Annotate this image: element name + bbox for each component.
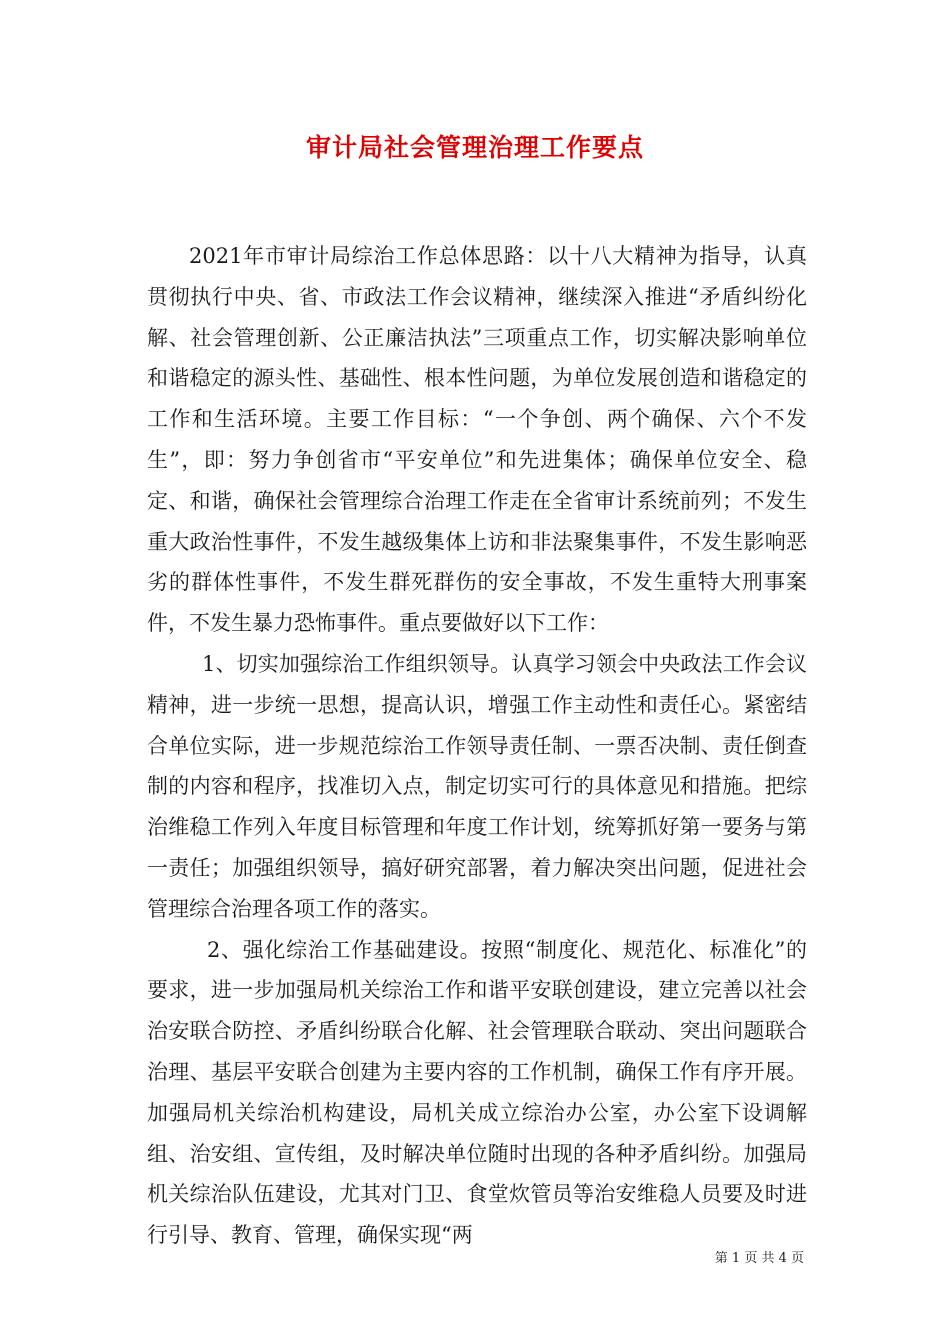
page-title: 审计局社会管理治理工作要点: [305, 133, 644, 162]
document-body: [147, 236, 807, 1256]
paragraph-item-1-text: 1、切实加强综治工作组织领导。认真学习领会中央政法工作会议精神，进一步统一思想，提高认识，增强工作主动性和责任心。紧密结合单位实际，进一步规范综治工作领导责任制、一票否决制、责任倒查制的内容和程序，找准切入点，制定切实可行的具体意见和措施。把综治维稳工作列入年度目标管理和年度工作计划，统筹抓好第一要务与第一责任；加强组织领导，搞好研究部署，着力解决突出问题，促进社会管理综合治理各项工作的落实。: [147, 651, 807, 921]
paragraph-item-1: [147, 644, 807, 930]
paragraph-item-2-text: 2、强化综治工作基础建设。按照“制度化、规范化、标准化”的要求，进一步加强局机关综治工作和谐平安联创建设，建立完善以社会治安联合防控、矛盾纠纷联合化解、社会管理联合联动、突出问题联合治理、基层平安联合创建为主要内容的工作机制，确保工作有序开展。加强局机关综治机构建设，局机关成立综治办公室，办公室下设调解组、治安组、宣传组，及时解决单位随时出现的各种矛盾纠纷。加强局机关综治队伍建设，尤其对门卫、食堂炊管员等治安维稳人员要及时进行引导、教育、管理，确保实现“两: [147, 937, 807, 1248]
paragraph-item-2: [147, 930, 807, 1256]
paragraph-intro-text: 2021年市审计局综治工作总体思路：以十八大精神为指导，认真贯彻执行中央、省、市政法工作会议精神，继续深入推进“矛盾纠纷化解、社会管理创新、公正廉洁执法”三项重点工作，切实解决影响单位和谐稳定的源头性、基础性、根本性问题，为单位发展创造和谐稳定的工作和生活环境。主要工作目标：“一个争创、两个确保、六个不发生”，即：努力争创省市“平安单位”和先进集体；确保单位安全、稳定、和谐，确保社会管理综合治理工作走在全省审计系统前列；不发生重大政治性事件，不发生越级集体上访和非法聚集事件，不发生影响恶劣的群体性事件，不发生群死群伤的安全事故，不发生重特大刑事案件，不发生暴力恐怖事件。重点要做好以下工作：: [147, 244, 807, 636]
paragraph-intro: [147, 236, 807, 644]
page-number-footer: 第 1 页 共 4 页: [714, 1251, 804, 1266]
